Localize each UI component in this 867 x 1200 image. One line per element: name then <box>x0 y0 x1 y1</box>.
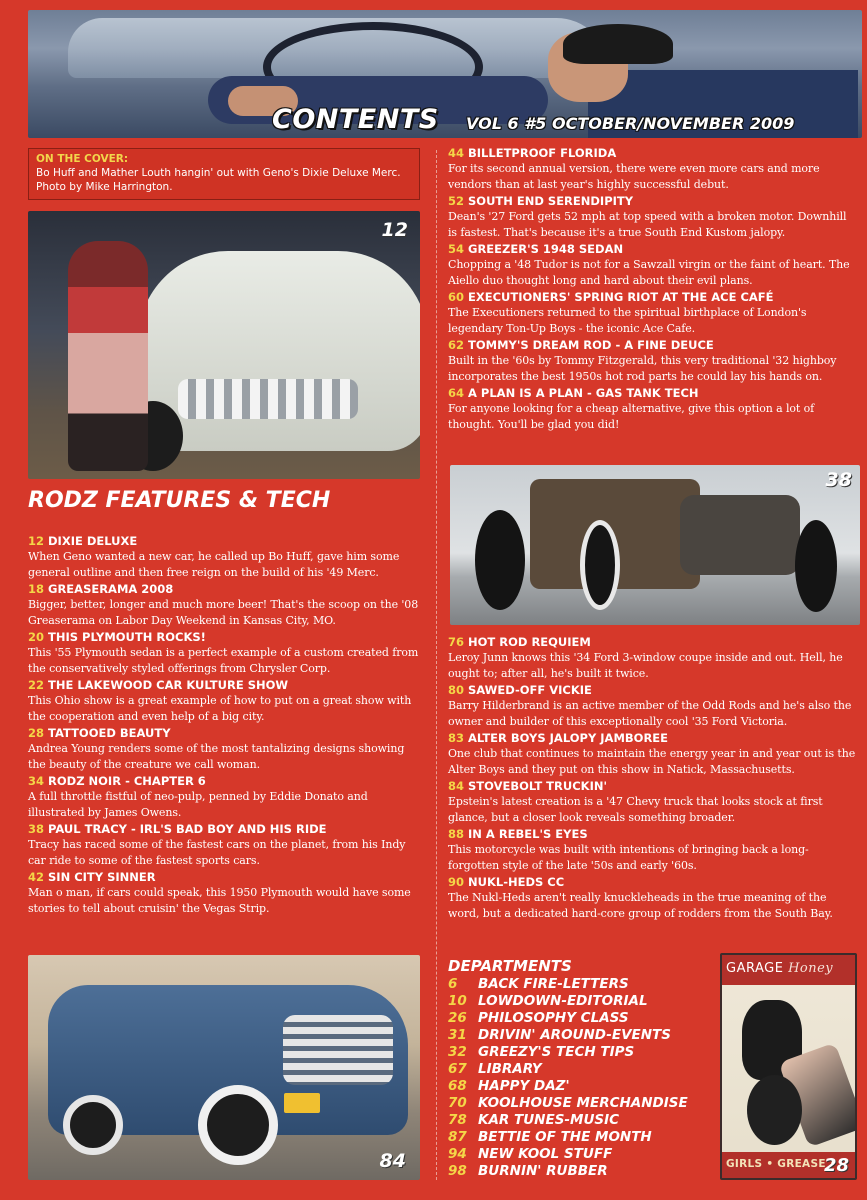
article-blurb: Andrea Young renders some of the most tantalizing designs showing the beauty of the creature we call woman. <box>28 742 405 771</box>
garage-label: GARAGE <box>726 961 784 976</box>
article-blurb: When Geno wanted a new car, he called up Bo Huff, gave him some general outline and then free reign on the build of his '49 Merc. <box>28 550 400 579</box>
left-article-list <box>28 534 420 918</box>
rear-wheel-shape <box>63 1095 123 1155</box>
garage-honey-banner <box>722 955 855 985</box>
article-entry[interactable] <box>28 774 420 821</box>
article-title: PAUL TRACY - IRL'S BAD BOY AND HIS RIDE <box>48 822 327 836</box>
article-heading <box>28 774 420 789</box>
department-item[interactable] <box>448 976 713 993</box>
article-title: SIN CITY SINNER <box>48 870 156 884</box>
article-heading <box>28 582 420 597</box>
photo-page-number: 38 <box>825 469 852 491</box>
department-label: BURNIN' RUBBER <box>478 1163 608 1179</box>
article-title: SOUTH END SERENDIPITY <box>468 194 634 208</box>
page-number: 6 <box>448 976 458 992</box>
page-number: 76 <box>448 635 465 649</box>
article-entry[interactable] <box>448 194 858 241</box>
driver-hair-shape <box>563 24 673 64</box>
article-entry[interactable] <box>28 582 420 629</box>
page-number: 20 <box>28 630 45 644</box>
page-number: 67 <box>448 1061 467 1077</box>
department-label: BACK FIRE-LETTERS <box>478 976 629 992</box>
article-blurb: Dean's '27 Ford gets 52 mph at top speed with a broken motor. Downhill is fastest. That's because it's a true South End Kustom jalopy. <box>448 210 847 239</box>
departments-heading: DEPARTMENTS <box>448 957 572 975</box>
article-title: A PLAN IS A PLAN - GAS TANK TECH <box>468 386 699 400</box>
issue-label: VOL 6 #5 OCTOBER/NOVEMBER 2009 <box>466 114 795 133</box>
cover-heading: ON THE COVER: <box>36 153 129 165</box>
article-entry[interactable] <box>448 386 858 433</box>
article-heading <box>28 534 420 549</box>
article-entry[interactable] <box>448 683 858 730</box>
photo-page-number: 84 <box>379 1150 406 1172</box>
article-heading <box>448 683 858 698</box>
article-title: SAWED-OFF VICKIE <box>468 683 592 697</box>
article-blurb: Tracy has raced some of the fastest cars on the planet, from his Indy car ride to some of the fastest sports cars. <box>28 838 406 867</box>
page-number: 94 <box>448 1146 467 1162</box>
article-title: TOMMY'S DREAM ROD - A FINE DEUCE <box>468 338 714 352</box>
article-heading <box>448 779 858 794</box>
article-title: NUKL-HEDS CC <box>468 875 565 889</box>
page-number: 42 <box>28 870 45 884</box>
photo-stovebolt-truck[interactable] <box>28 955 420 1180</box>
engine-shape <box>680 495 800 575</box>
article-heading <box>448 290 858 305</box>
license-plate-shape <box>284 1093 320 1113</box>
article-heading <box>448 194 858 209</box>
photo-page-number: 12 <box>381 219 408 241</box>
article-blurb: Chopping a '48 Tudor is not for a Sawzall virgin or the faint of heart. The Aiello duo thought long and hard about their evil plans. <box>448 258 850 287</box>
pinup-model-shape <box>68 241 148 471</box>
girls-grease-banner: GIRLS • GREASE • <box>722 1152 855 1178</box>
article-entry[interactable] <box>28 534 420 581</box>
page-number: 10 <box>448 993 467 1009</box>
section-title: RODZ FEATURES & TECH <box>28 488 331 513</box>
page-number: 98 <box>448 1163 467 1179</box>
page-title: CONTENTS <box>272 104 439 135</box>
article-heading <box>448 146 858 161</box>
article-entry[interactable] <box>28 726 420 773</box>
article-heading <box>28 726 420 741</box>
article-blurb: The Executioners returned to the spiritual birthplace of London's legendary Ton-Up Boys - the iconic Ace Cafe. <box>448 306 807 335</box>
department-item[interactable] <box>448 1078 713 1095</box>
grille-shape <box>178 379 358 419</box>
department-item[interactable] <box>448 1044 713 1061</box>
department-label: KAR TUNES-MUSIC <box>478 1112 620 1128</box>
article-blurb: Built in the '60s by Tommy Fitzgerald, this very traditional '32 highboy incorporates the best 1950s hot rod parts he could lay his hands on. <box>448 354 837 383</box>
page-number: 22 <box>28 678 45 692</box>
department-label: BETTIE OF THE MONTH <box>478 1129 652 1145</box>
article-heading <box>448 875 858 890</box>
department-label: KOOLHOUSE MERCHANDISE <box>478 1095 688 1111</box>
article-entry[interactable] <box>448 731 858 778</box>
departments-list <box>448 976 713 1180</box>
page-number: 62 <box>448 338 465 352</box>
article-heading <box>448 635 858 650</box>
department-item[interactable] <box>448 1112 713 1129</box>
article-title: THE LAKEWOOD CAR KULTURE SHOW <box>48 678 289 692</box>
article-blurb: Leroy Junn knows this '34 Ford 3-window coupe inside and out. Hell, he ought to; after all, he's built it twice. <box>448 651 843 680</box>
article-entry[interactable] <box>448 338 858 385</box>
article-title: RODZ NOIR - CHAPTER 6 <box>48 774 206 788</box>
page-number: 87 <box>448 1129 467 1145</box>
article-title: HOT ROD REQUIEM <box>468 635 591 649</box>
page-number: 26 <box>448 1010 467 1026</box>
article-heading <box>28 678 420 693</box>
article-blurb: This motorcycle was built with intentions of bringing back a long-forgotten style of the late '50s and early '60s. <box>448 843 809 872</box>
article-title: TATTOOED BEAUTY <box>48 726 171 740</box>
page-number: 83 <box>448 731 465 745</box>
page-number: 18 <box>28 582 45 596</box>
article-blurb: A full throttle fistful of neo-pulp, penned by Eddie Donato and illustrated by James Owens. <box>28 790 368 819</box>
article-heading <box>28 630 420 645</box>
front-tire-shape <box>795 520 837 612</box>
department-item[interactable] <box>448 1061 713 1078</box>
cover-caption-line1: Bo Huff and Mather Louth hangin' out with Geno's Dixie Deluxe Merc. <box>36 167 401 179</box>
article-entry[interactable] <box>448 875 858 922</box>
article-title: GREEZER'S 1948 SEDAN <box>468 242 624 256</box>
department-item[interactable] <box>448 993 713 1010</box>
article-entry[interactable] <box>448 146 858 193</box>
photo-garage-honey[interactable] <box>720 953 857 1180</box>
photo-dixie-deluxe[interactable] <box>28 211 420 479</box>
right-mid-article-list <box>448 635 858 923</box>
page-number: 34 <box>28 774 45 788</box>
grille-shape <box>283 1015 393 1085</box>
cover-caption-line2: Photo by Mike Harrington. <box>36 181 173 193</box>
department-item[interactable] <box>448 1027 713 1044</box>
department-item[interactable] <box>448 1129 713 1146</box>
article-heading <box>448 827 858 842</box>
article-entry[interactable] <box>448 635 858 682</box>
tire-shape <box>747 1075 802 1145</box>
front-wheel-shape <box>198 1085 278 1165</box>
article-blurb: Epstein's latest creation is a '47 Chevy truck that looks stock at first glance, but a closer look reveals something broader. <box>448 795 823 824</box>
photo-page-number: 28 <box>823 1155 849 1176</box>
article-heading <box>448 731 858 746</box>
page-number: 28 <box>28 726 45 740</box>
department-label: DRIVIN' AROUND-EVENTS <box>478 1027 671 1043</box>
article-entry[interactable] <box>28 678 420 725</box>
article-blurb: Barry Hilderbrand is an active member of the Odd Rods and he's also the owner and builder of this exceptionally cool '35 Ford Victoria. <box>448 699 852 728</box>
department-label: NEW KOOL STUFF <box>478 1146 613 1162</box>
page-number: 84 <box>448 779 465 793</box>
article-blurb: This Ohio show is a great example of how to put on a great show with the cooperation and even help of a big city. <box>28 694 412 723</box>
article-entry[interactable] <box>28 630 420 677</box>
article-heading <box>28 870 420 885</box>
article-blurb: One club that continues to maintain the energy year in and year out is the Alter Boys and they put on this show in Natick, Massachusetts. <box>448 747 856 776</box>
department-label: LIBRARY <box>478 1061 542 1077</box>
article-heading <box>448 338 858 353</box>
column-divider <box>436 150 437 1180</box>
article-blurb: This '55 Plymouth sedan is a perfect example of a custom created from the conservatively styled offerings from Chrysler Corp. <box>28 646 419 675</box>
article-entry[interactable] <box>28 870 420 917</box>
department-item[interactable] <box>448 1146 713 1163</box>
right-top-article-list <box>448 146 858 434</box>
page-number: 44 <box>448 146 465 160</box>
article-title: STOVEBOLT TRUCKIN' <box>468 779 607 793</box>
department-item[interactable] <box>448 1163 713 1180</box>
page-number: 70 <box>448 1095 467 1111</box>
article-blurb: The Nukl-Heds aren't really knuckleheads in the true meaning of the word, but a dedicated hard-core group of rodders from the South Bay. <box>448 891 833 920</box>
article-title: DIXIE DELUXE <box>48 534 138 548</box>
article-entry[interactable] <box>448 827 858 874</box>
article-title: ALTER BOYS JALOPY JAMBOREE <box>468 731 669 745</box>
article-title: IN A REBEL'S EYES <box>468 827 588 841</box>
page-number: 80 <box>448 683 465 697</box>
article-title: GREASERAMA 2008 <box>48 582 174 596</box>
article-entry[interactable] <box>28 822 420 869</box>
article-title: EXECUTIONERS' SPRING RIOT AT THE ACE CAFÉ <box>468 290 774 304</box>
article-heading <box>448 386 858 401</box>
rear-tire-shape <box>475 510 525 610</box>
honey-label: Honey <box>788 961 834 976</box>
page-number: 68 <box>448 1078 467 1094</box>
department-item[interactable] <box>448 1010 713 1027</box>
article-blurb: Bigger, better, longer and much more beer! That's the scoop on the '08 Greaserama on Labor Day Weekend in Kansas City, MO. <box>28 598 419 627</box>
page-number: 12 <box>28 534 45 548</box>
article-entry[interactable] <box>448 779 858 826</box>
page-number: 54 <box>448 242 465 256</box>
page-number: 52 <box>448 194 465 208</box>
article-title: THIS PLYMOUTH ROCKS! <box>48 630 206 644</box>
page-number: 38 <box>28 822 45 836</box>
article-heading <box>28 822 420 837</box>
article-blurb: For its second annual version, there were even more cars and more vendors than at last year's highly successful debut. <box>448 162 820 191</box>
article-entry[interactable] <box>448 242 858 289</box>
article-title: BILLETPROOF FLORIDA <box>468 146 617 160</box>
on-the-cover-box <box>28 148 420 200</box>
department-label: HAPPY DAZ' <box>478 1078 570 1094</box>
page-number: 88 <box>448 827 465 841</box>
article-blurb: For anyone looking for a cheap alternative, give this option a lot of thought. You'll be glad you did! <box>448 402 815 431</box>
page-number: 64 <box>448 386 465 400</box>
department-label: GREEZY'S TECH TIPS <box>478 1044 635 1060</box>
article-entry[interactable] <box>448 290 858 337</box>
department-item[interactable] <box>448 1095 713 1112</box>
department-label: PHILOSOPHY CLASS <box>478 1010 629 1026</box>
whitewall-tire-shape <box>580 520 620 610</box>
page-number: 31 <box>448 1027 467 1043</box>
page-number: 60 <box>448 290 465 304</box>
page-number: 78 <box>448 1112 467 1128</box>
article-blurb: Man o man, if cars could speak, this 1950 Plymouth would have some stories to tell about cruisin' the Vegas Strip. <box>28 886 411 915</box>
article-heading <box>448 242 858 257</box>
department-label: LOWDOWN-EDITORIAL <box>478 993 648 1009</box>
page-number: 32 <box>448 1044 467 1060</box>
page-number: 90 <box>448 875 465 889</box>
photo-paul-tracy-rod[interactable] <box>450 465 860 625</box>
